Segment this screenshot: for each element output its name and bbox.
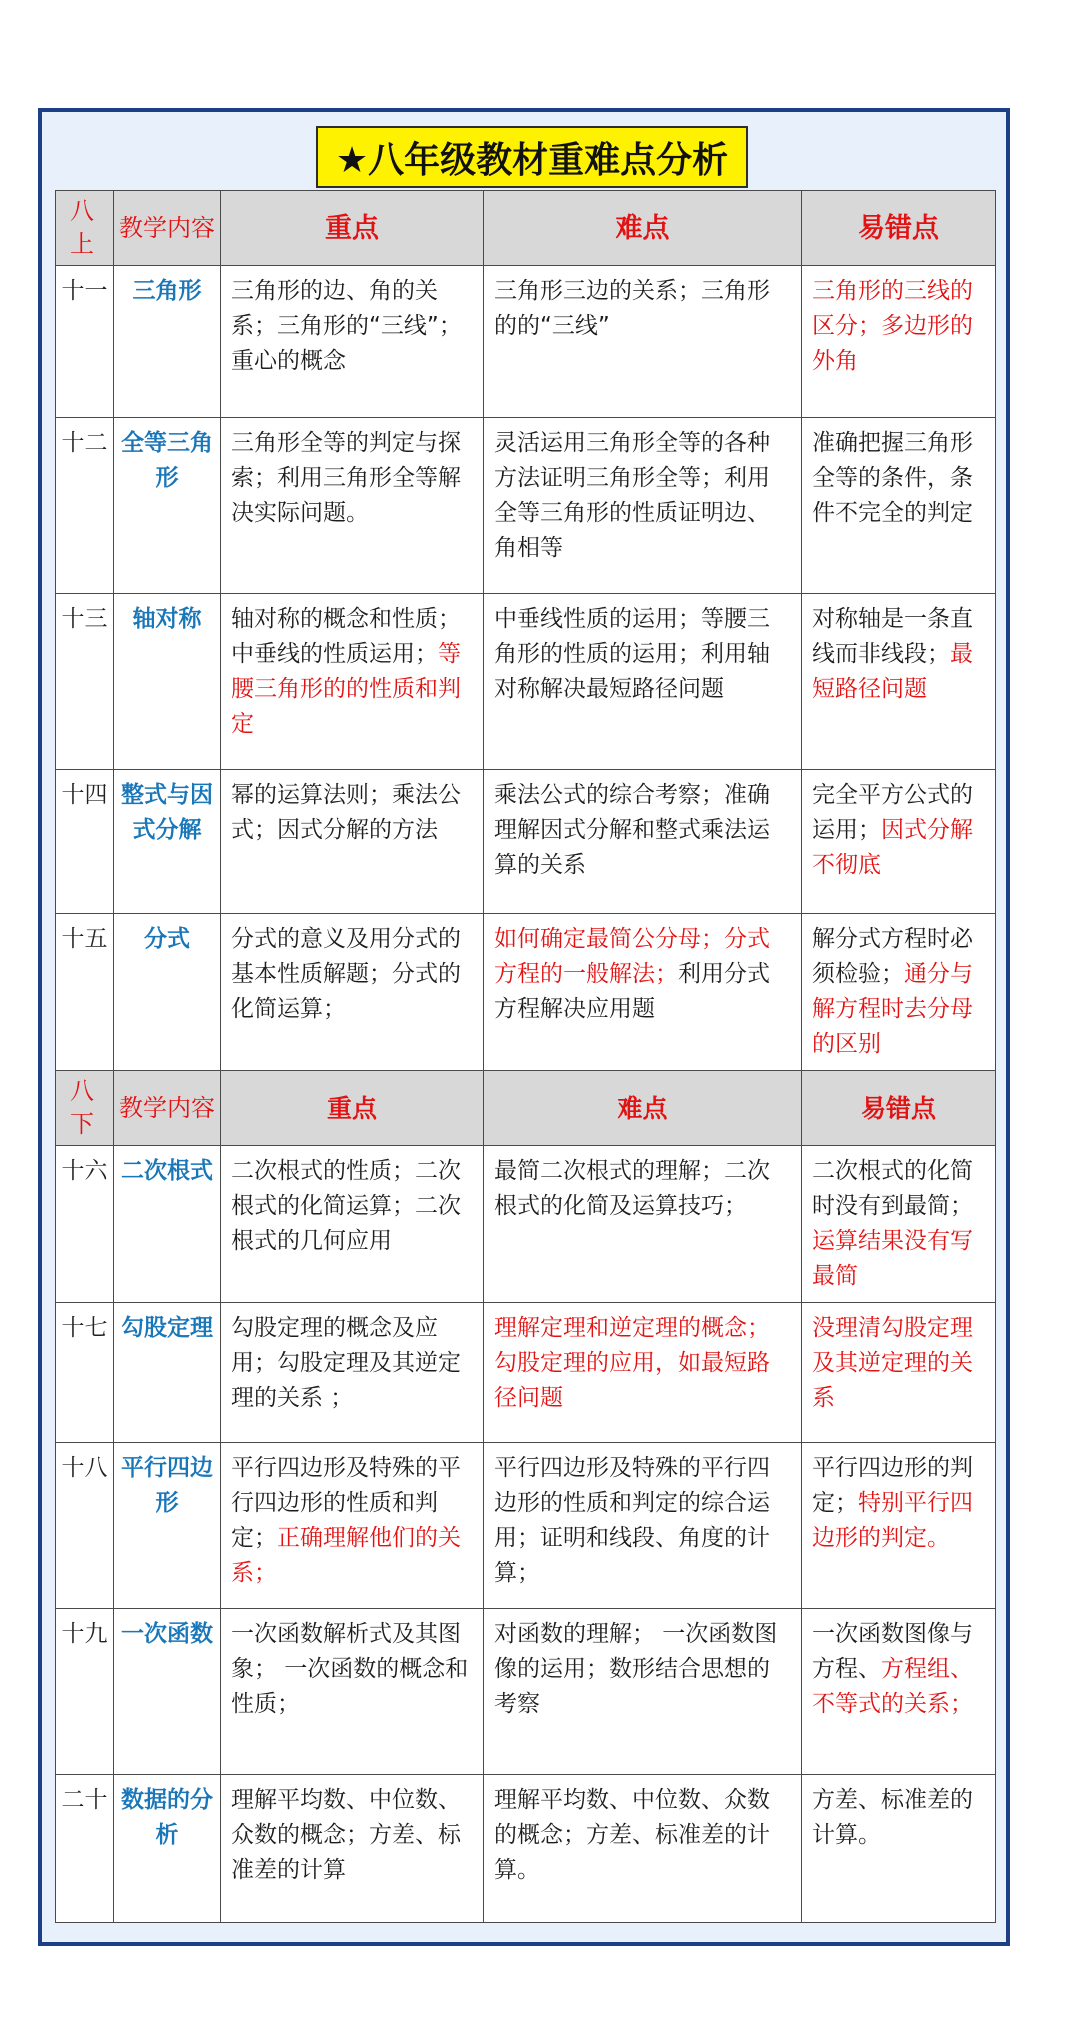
chapter-topic: 轴对称 bbox=[114, 594, 221, 770]
difficulty-cell bbox=[484, 1609, 802, 1775]
key-point-cell bbox=[221, 914, 484, 1071]
error-point-text: 准确把握三角形全等的条件，条件不完全的判定 bbox=[812, 430, 973, 526]
chapter-number: 二十 bbox=[56, 1775, 114, 1923]
key-point-cell bbox=[221, 770, 484, 914]
difficulty-cell bbox=[484, 1303, 802, 1443]
chapter-number: 十一 bbox=[56, 266, 114, 418]
error-point-cell bbox=[802, 1146, 996, 1303]
chapter-number: 十三 bbox=[56, 594, 114, 770]
chapter-topic: 三角形 bbox=[114, 266, 221, 418]
key-point-text-highlight: 等腰三角形的的性质和判定 bbox=[231, 641, 461, 737]
error-point-cell bbox=[802, 1775, 996, 1923]
difficulty-cell bbox=[484, 770, 802, 914]
difficulty-text: 对函数的理解； 一次函数图像的运用；数形结合思想的考察 bbox=[494, 1621, 778, 1717]
key-point-text: 理解平均数、中位数、众数的概念；方差、标准差的计算 bbox=[231, 1787, 461, 1883]
chapter-topic: 分式 bbox=[114, 914, 221, 1071]
difficulty-header: 难点 bbox=[484, 191, 802, 266]
error-point-text: 完全平方公式的运用； bbox=[812, 782, 973, 843]
chapter-number: 十七 bbox=[56, 1303, 114, 1443]
key-point-cell bbox=[221, 1443, 484, 1609]
key-point-text: 平行四边形及特殊的平行四边形的性质和判定； bbox=[231, 1455, 461, 1551]
chapter-topic: 勾股定理 bbox=[114, 1303, 221, 1443]
chapter-number: 十九 bbox=[56, 1609, 114, 1775]
table-row bbox=[56, 914, 996, 1071]
page-title: ★八年级教材重难点分析 bbox=[316, 126, 748, 188]
difficulty-cell bbox=[484, 418, 802, 594]
header-row-lower bbox=[56, 1071, 996, 1146]
error-point-cell bbox=[802, 418, 996, 594]
difficulty-text: 理解平均数、中位数、众数的概念；方差、标准差的计算。 bbox=[494, 1787, 770, 1883]
error-point-cell bbox=[802, 594, 996, 770]
error-point-cell bbox=[802, 1609, 996, 1775]
table-row bbox=[56, 1609, 996, 1775]
error-point-cell bbox=[802, 266, 996, 418]
table-row bbox=[56, 266, 996, 418]
difficulty-text: 中垂线性质的运用；等腰三角形的性质的运用；利用轴对称解决最短路径问题 bbox=[494, 606, 770, 702]
errors-header: 易错点 bbox=[802, 1071, 996, 1146]
error-point-cell bbox=[802, 1303, 996, 1443]
error-point-text-highlight: 最短路径问题 bbox=[812, 641, 973, 702]
error-point-text-highlight: 三角形的三线的区分；多边形的外角 bbox=[812, 278, 973, 374]
error-point-cell bbox=[802, 770, 996, 914]
key-point-text: 三角形全等的判定与探索；利用三角形全等解决实际问题。 bbox=[231, 430, 461, 526]
key-point-text-highlight: 正确理解他们的关系； bbox=[231, 1525, 461, 1586]
analysis-table bbox=[55, 190, 996, 1923]
chapter-topic: 数据的分析 bbox=[114, 1775, 221, 1923]
difficulty-cell bbox=[484, 1775, 802, 1923]
key-point-text: 二次根式的性质；二次根式的化简运算；二次根式的几何应用 bbox=[231, 1158, 461, 1254]
chapter-number: 十六 bbox=[56, 1146, 114, 1303]
difficulty-cell bbox=[484, 266, 802, 418]
chapter-number: 十五 bbox=[56, 914, 114, 1071]
key-point-text: 一次函数解析式及其图象； 一次函数的概念和性质； bbox=[231, 1621, 469, 1717]
key-point-text: 轴对称的概念和性质；中垂线的性质运用； bbox=[231, 606, 461, 667]
error-point-text: 方差、标准差的计算。 bbox=[812, 1787, 973, 1848]
key-header: 重点 bbox=[221, 191, 484, 266]
errors-header: 易错点 bbox=[802, 191, 996, 266]
semester-label: 八上 bbox=[56, 191, 114, 266]
difficulty-text: 最简二次根式的理解；二次根式的化简及运算技巧； bbox=[494, 1158, 770, 1219]
key-point-text: 勾股定理的概念及应用；勾股定理及其逆定理的关系 ； bbox=[231, 1315, 461, 1411]
semester-label: 八下 bbox=[56, 1071, 114, 1146]
content-header: 教学内容 bbox=[114, 191, 221, 266]
error-point-text-highlight: 没理清勾股定理及其逆定理的关系 bbox=[812, 1315, 973, 1411]
error-point-text: 对称轴是一条直线而非线段； bbox=[812, 606, 973, 667]
key-point-cell bbox=[221, 1303, 484, 1443]
difficulty-text: 平行四边形及特殊的平行四边形的性质和判定的综合运用；证明和线段、角度的计算； bbox=[494, 1455, 770, 1586]
table-row bbox=[56, 770, 996, 914]
key-point-cell bbox=[221, 1609, 484, 1775]
error-point-text-highlight: 方程组、不等式的关系； bbox=[812, 1656, 973, 1717]
error-point-text: 一次函数图像与方程、 bbox=[812, 1621, 973, 1682]
table-row bbox=[56, 418, 996, 594]
chapter-topic: 整式与因式分解 bbox=[114, 770, 221, 914]
key-point-cell bbox=[221, 266, 484, 418]
difficulty-cell bbox=[484, 914, 802, 1071]
error-point-text-highlight: 运算结果没有写最简 bbox=[812, 1228, 973, 1289]
key-point-text: 幂的运算法则；乘法公式；因式分解的方法 bbox=[231, 782, 461, 843]
error-point-text: 平行四边形的判定； bbox=[812, 1455, 973, 1516]
content-header: 教学内容 bbox=[114, 1071, 221, 1146]
key-point-text: 三角形的边、角的关系；三角形的“三线”；重心的概念 bbox=[231, 278, 462, 374]
chapter-topic: 平行四边形 bbox=[114, 1443, 221, 1609]
difficulty-text-highlight: 如何确定最简公分母；分式方程的一般解法； bbox=[494, 926, 770, 987]
chapter-topic: 一次函数 bbox=[114, 1609, 221, 1775]
difficulty-header: 难点 bbox=[484, 1071, 802, 1146]
table-row bbox=[56, 1146, 996, 1303]
difficulty-text: 三角形三边的关系；三角形的的“三线” bbox=[494, 278, 770, 339]
key-point-cell bbox=[221, 418, 484, 594]
error-point-text: 解分式方程时必须检验； bbox=[812, 926, 973, 987]
difficulty-text: 乘法公式的综合考察；准确理解因式分解和整式乘法运算的关系 bbox=[494, 782, 770, 878]
error-point-text-highlight: 因式分解不彻底 bbox=[812, 817, 973, 878]
header-row-upper bbox=[56, 191, 996, 266]
difficulty-text: 利用分式方程解决应用题 bbox=[494, 961, 770, 1022]
table-row bbox=[56, 1303, 996, 1443]
key-header: 重点 bbox=[221, 1071, 484, 1146]
error-point-text-highlight: 特别平行四边形的判定。 bbox=[812, 1490, 973, 1551]
key-point-text: 分式的意义及用分式的基本性质解题；分式的化简运算； bbox=[231, 926, 461, 1022]
chapter-number: 十二 bbox=[56, 418, 114, 594]
error-point-cell bbox=[802, 914, 996, 1071]
chapter-topic: 二次根式 bbox=[114, 1146, 221, 1303]
chapter-topic: 全等三角形 bbox=[114, 418, 221, 594]
key-point-cell bbox=[221, 1775, 484, 1923]
difficulty-text-highlight: 理解定理和逆定理的概念；勾股定理的应用，如最短路径问题 bbox=[494, 1315, 770, 1411]
difficulty-text: 灵活运用三角形全等的各种方法证明三角形全等；利用全等三角形的性质证明边、角相等 bbox=[494, 430, 770, 561]
error-point-text-highlight: 通分与解方程时去分母的区别 bbox=[812, 961, 973, 1057]
error-point-cell bbox=[802, 1443, 996, 1609]
table-row bbox=[56, 1775, 996, 1923]
chapter-number: 十四 bbox=[56, 770, 114, 914]
key-point-cell bbox=[221, 1146, 484, 1303]
chapter-number: 十八 bbox=[56, 1443, 114, 1609]
difficulty-cell bbox=[484, 594, 802, 770]
difficulty-cell bbox=[484, 1146, 802, 1303]
difficulty-cell bbox=[484, 1443, 802, 1609]
key-point-cell bbox=[221, 594, 484, 770]
table-row bbox=[56, 594, 996, 770]
error-point-text: 二次根式的化简时没有到最简； bbox=[812, 1158, 973, 1219]
table-row bbox=[56, 1443, 996, 1609]
